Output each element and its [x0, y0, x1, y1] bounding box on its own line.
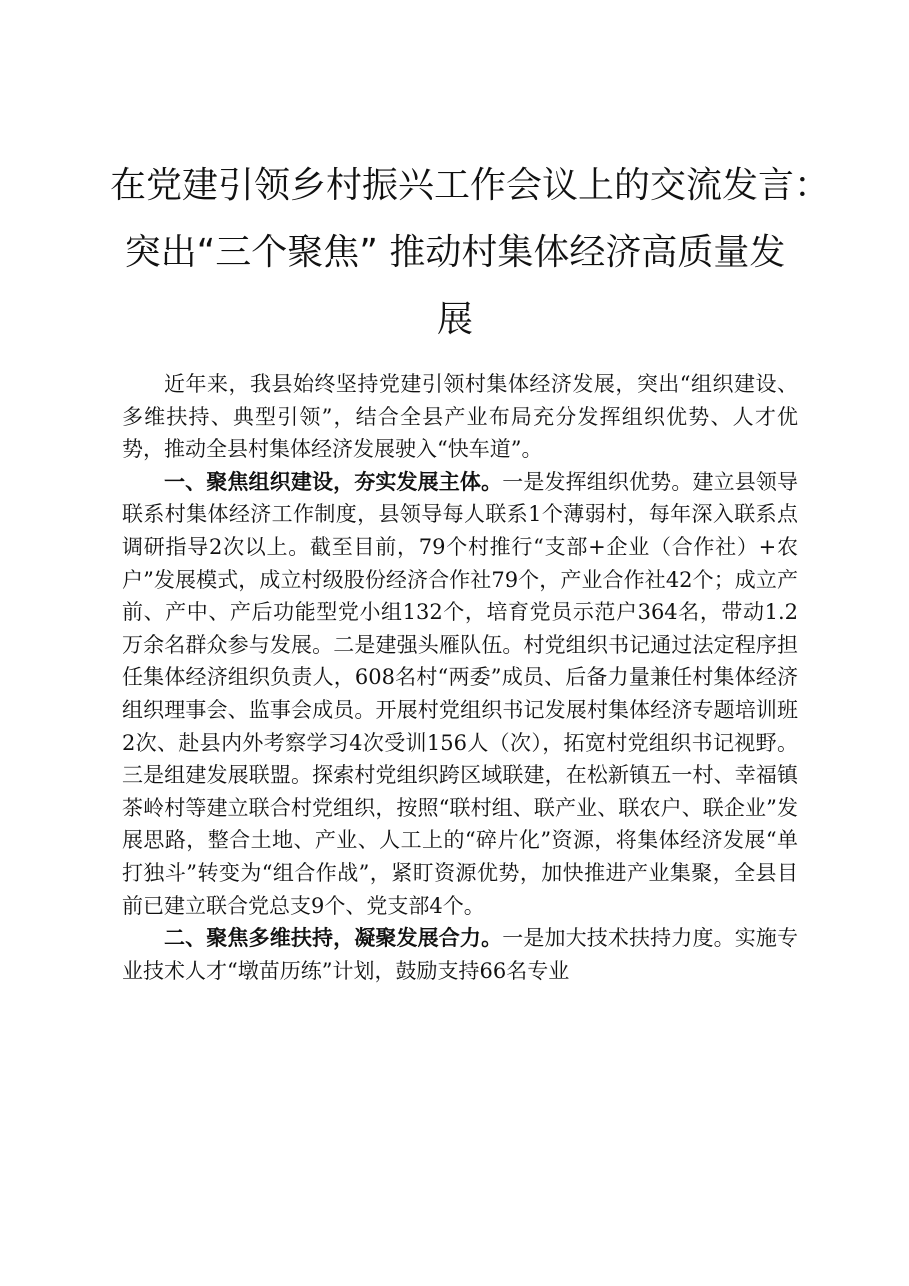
- paragraph-section-1: [122, 466, 798, 922]
- paragraph-section-2: [122, 922, 798, 987]
- document-body: [122, 368, 798, 987]
- document-title: [110, 152, 831, 353]
- section-heading: 二、聚焦多维扶持，凝聚发展合力。: [164, 926, 503, 951]
- paragraph-text: 一是发挥组织优势。建立县领导联系村集体经济工作制度，县领导每人联系1个薄弱村，每年深入联系点调研指导2次以上。截至目前，79个村推行“支部+企业（合作社）+农户”发展模式，成立村级股份经济合作社79个，产业合作社42个；成立产前、产中、产后功能型党小组132个，培育党员示范户364名，带动1.2万余名群众参与发展。二是建强头雁队伍。村党组织书记通过法定程序担任集体经济组织负责人，608名村“两委”成员、后备力量兼任村集体经济组织理事会、监事会成员。开展村党组织书记发展村集体经济专题培训班2次、赴县内外考察学习4次受训156人（次），拓宽村党组织书记视野。三是组建发展联盟。探索村党组织跨区域联建，在松新镇五一村、幸福镇茶岭村等建立联合村党组织，按照“联村组、联产业、联农户、联企业”发展思路，整合土地、产业、人工上的“碎片化”资源，将集体经济发展“单打独斗”转变为“组合作战”，紧盯资源优势，加快推进产业集聚，全县目前已建立联合党总支9个、党支部4个。: [122, 469, 799, 918]
- title-line: 突出“三个聚焦” 推动村集体经济高质量发: [124, 232, 786, 273]
- paragraph-text: 近年来，我县始终坚持党建引领村集体经济发展，突出“组织建设、多维扶持、典型引领”，结合全县产业布局充分发挥组织优势、人才优势，推动全县村集体经济发展驶入“快车道”。: [122, 372, 798, 462]
- title-line: 展: [436, 299, 473, 340]
- section-heading: 一、聚焦组织建设，夯实发展主体。: [164, 469, 503, 494]
- paragraph-text: 一是加大技术扶持力度。实施专业技术人才“墩苗历练”计划，鼓励支持66名专业: [122, 926, 799, 983]
- title-line: 在党建引领乡村振兴工作会议上的交流发言：: [110, 165, 831, 206]
- paragraph-intro: [122, 368, 798, 466]
